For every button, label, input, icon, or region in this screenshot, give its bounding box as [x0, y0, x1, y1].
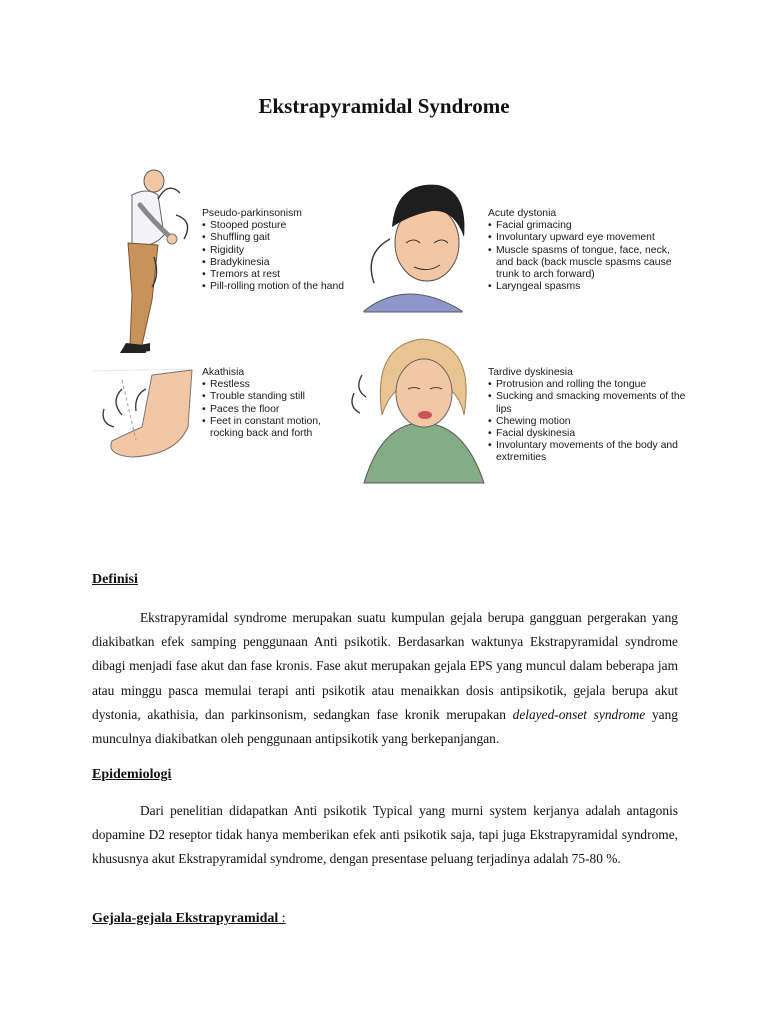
akathisia-item: • Trouble standing still	[202, 391, 352, 403]
gejala-heading: Gejala-gejala Ekstrapyramidal	[92, 911, 279, 926]
epidemiologi-paragraph	[92, 799, 678, 872]
akathisia-block	[202, 367, 352, 440]
definisi-paragraph	[92, 606, 678, 751]
acute-dystonia-heading: Acute dystonia	[488, 208, 557, 219]
eps-illustration	[92, 165, 692, 485]
acute-dystonia-block	[488, 208, 688, 293]
dyskinesia-woman-figure	[352, 339, 484, 483]
pseudo-parkinsonism-item: • Bradykinesia	[202, 257, 372, 269]
tardive-dyskinesia-item: • Protrusion and rolling the tongue	[488, 379, 688, 391]
pseudo-parkinsonism-item: • Tremors at rest	[202, 269, 372, 281]
akathisia-item: • Paces the floor	[202, 404, 352, 416]
epidemiologi-heading: Epidemiologi	[92, 767, 172, 782]
restless-foot-figure	[92, 369, 192, 457]
pseudo-parkinsonism-block	[202, 208, 372, 293]
tardive-dyskinesia-item: • Involuntary movements of the body and extremities	[488, 440, 688, 464]
tardive-dyskinesia-item: • Sucking and smacking movements of the lips	[488, 391, 688, 415]
pseudo-parkinsonism-item: • Rigidity	[202, 245, 372, 257]
acute-dystonia-item: • Muscle spasms of tongue, face, neck, and back (back muscle spasms cause trunk to arch forward)	[488, 245, 688, 282]
definisi-text-end: yang munculnya diakibatkan oleh penggunaan antipsikotik yang berkepanjangan.	[92, 706, 678, 747]
akathisia-heading: Akathisia	[202, 367, 245, 378]
definisi-heading: Definisi	[92, 572, 138, 587]
dystonia-man-figure	[364, 185, 464, 312]
acute-dystonia-item: • Facial grimacing	[488, 220, 688, 232]
page-title: Ekstrapyramidal Syndrome	[258, 94, 510, 118]
pseudo-parkinsonism-item: • Stooped posture	[202, 220, 372, 232]
tardive-dyskinesia-item: • Chewing motion	[488, 416, 688, 428]
tardive-dyskinesia-block	[488, 367, 688, 465]
definisi-emphasis: delayed-onset syndrome	[512, 706, 646, 722]
akathisia-item: • Feet in constant motion, rocking back and forth	[202, 416, 352, 440]
gejala-heading-colon: :	[278, 911, 286, 926]
akathisia-item: • Restless	[202, 379, 352, 391]
definisi-text: Ekstrapyramidal syndrome merupakan suatu kumpulan gejala berupa gangguan pergerakan yang diakibatkan efek samping penggunaan Anti psikotik. Berdasarkan waktunya Ekstrapyramidal syndrome dibagi menjadi fase akut dan fase kronis. Fase akut merupakan gejala EPS yang muncul dalam beberapa jam atau minggu pasca memulai terapi anti psikotik atau menaikkan dosis antipsikotik, gejala berupa akut dystonia, akathisia, dan parkinsonism, sedangkan fase kronik merupakan	[92, 610, 678, 722]
pseudo-parkinsonism-item: • Shuffling gait	[202, 232, 372, 244]
gejala-heading-row	[92, 911, 286, 927]
tardive-dyskinesia-heading: Tardive dyskinesia	[488, 367, 573, 378]
tardive-dyskinesia-item: • Facial dyskinesia	[488, 428, 688, 440]
pseudo-parkinsonism-heading: Pseudo-parkinsonism	[202, 208, 302, 219]
epidemiologi-text: Dari penelitian didapatkan Anti psikotik Typical yang murni system kerjanya adalah antagonis dopamine D2 reseptor tidak hanya memberikan efek anti psikotik saja, tapi juga Ekstrapyramidal syndrome, khususnya akut Ekstrapyramidal syndrome, dengan presentase peluang terjadinya adalah 75-80 %.	[92, 803, 678, 867]
pseudo-parkinsonism-item: • Pill-rolling motion of the hand	[202, 281, 372, 293]
stooped-man-figure	[120, 170, 188, 353]
acute-dystonia-item: • Involuntary upward eye movement	[488, 232, 688, 244]
acute-dystonia-item: • Laryngeal spasms	[488, 281, 688, 293]
